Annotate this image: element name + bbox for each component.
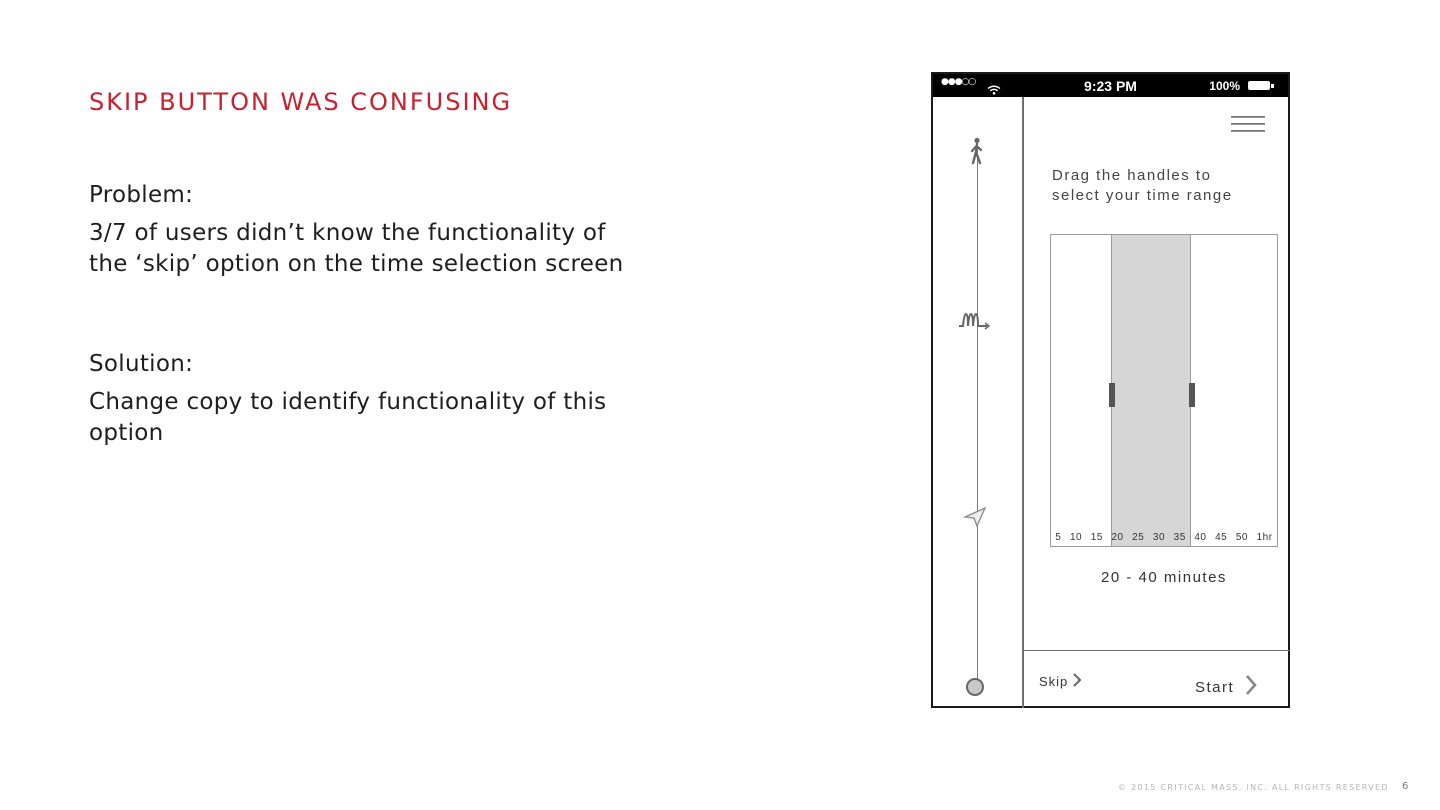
solution-text: Change copy to identify functionality of this option [89, 389, 607, 446]
instruction-text: Drag the handles to select your time range [1052, 167, 1233, 204]
solution-heading: Solution: [89, 351, 194, 377]
problem-heading: Problem: [89, 182, 194, 208]
tick-label: 5 [1055, 532, 1062, 543]
chevron-right-icon [1072, 672, 1082, 691]
tick-label: 40 [1194, 532, 1207, 543]
journey-rail [933, 97, 1024, 708]
status-bar [933, 74, 1288, 97]
range-value: 20 - 40 minutes [1101, 569, 1227, 586]
location-arrow-icon[interactable] [963, 506, 987, 532]
skip-label: Skip [1039, 674, 1069, 689]
skip-button[interactable] [1039, 672, 1082, 691]
signal-indicator: ●●●○○ [941, 77, 976, 87]
battery-percent: 100% [1209, 79, 1240, 93]
battery-icon [1248, 81, 1270, 90]
tick-label: 1hr [1256, 532, 1273, 543]
tick-label: 30 [1152, 532, 1166, 543]
tick-label: 25 [1132, 532, 1145, 543]
page-number: 6 [1402, 781, 1409, 792]
tick-labels [1051, 532, 1277, 546]
end-node[interactable] [966, 678, 984, 696]
bottom-divider [1022, 650, 1290, 651]
start-button[interactable] [1195, 674, 1258, 700]
status-time: 9:23 PM [1084, 78, 1137, 94]
range-handle-left[interactable] [1109, 383, 1115, 407]
tick-label: 10 [1069, 532, 1083, 543]
tick-label: 35 [1173, 532, 1186, 543]
footer-copyright: © 2015 CRITICAL MASS, INC. ALL RIGHTS RESERVED [1118, 783, 1389, 792]
tick-label: 15 [1090, 532, 1103, 543]
slide-title: SKIP BUTTON WAS CONFUSING [89, 88, 513, 116]
tick-label: 45 [1215, 532, 1228, 543]
chevron-right-icon [1244, 674, 1258, 700]
phone-mockup [931, 72, 1290, 708]
range-handle-right[interactable] [1189, 383, 1195, 407]
rail-line [977, 147, 978, 682]
walk-icon[interactable] [967, 137, 987, 169]
menu-icon[interactable] [1231, 116, 1265, 138]
problem-text: 3/7 of users didn’t know the functionality of the ‘skip’ option on the time selection screen [89, 220, 624, 277]
wave-icon[interactable] [957, 310, 995, 336]
start-label: Start [1195, 678, 1235, 696]
time-range-slider[interactable] [1050, 234, 1278, 547]
battery-tip [1271, 84, 1274, 88]
tick-label: 50 [1235, 532, 1248, 543]
selected-range [1111, 235, 1191, 546]
tick-label: 20 [1111, 532, 1124, 543]
